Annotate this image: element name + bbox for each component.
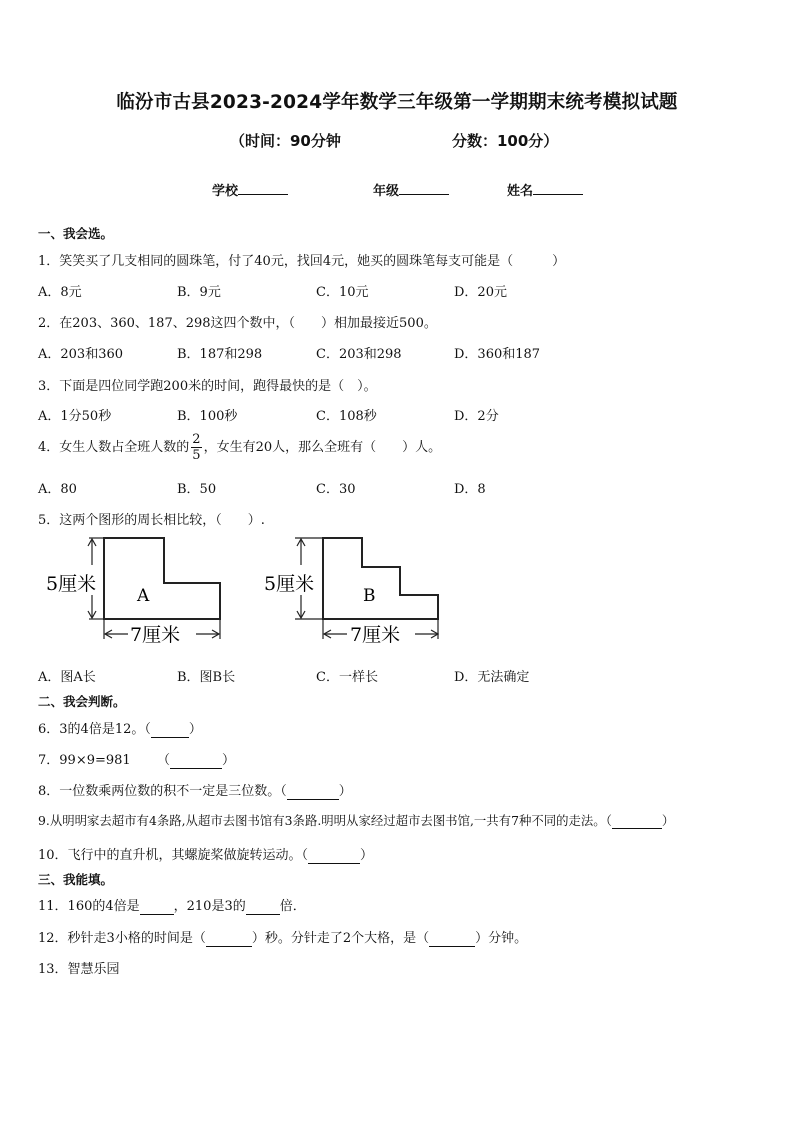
question-7 xyxy=(38,749,131,768)
figure-b xyxy=(264,538,438,646)
question-13: 13．智慧乐园 xyxy=(38,962,120,977)
q1-option-d[interactable]: D．20元 xyxy=(454,285,507,300)
q4-text-before: 4．女生人数占全班人数的 xyxy=(38,440,190,455)
q7-open-paren: （ xyxy=(157,753,171,768)
question-11 xyxy=(38,895,306,915)
question-6 xyxy=(38,718,202,738)
page-title: 临汾市古县2023-2024学年数学三年级第一学期期末统考模拟试题 xyxy=(116,92,678,113)
q3-option-d[interactable]: D．2分 xyxy=(454,409,499,424)
figure-b-letter: B xyxy=(363,586,376,606)
q12-text-b: ）秒。分针走了2个大格，是（ xyxy=(251,931,430,946)
q8-close-paren: ） xyxy=(338,784,352,799)
q5-option-d[interactable]: D．无法确定 xyxy=(454,670,530,685)
q5-option-a[interactable]: A．图A长 xyxy=(38,670,96,685)
q10-close-paren: ） xyxy=(360,848,374,863)
q2-option-b[interactable]: B．187和298 xyxy=(177,347,263,362)
q5-option-c[interactable]: C．一样长 xyxy=(316,670,378,685)
q2-option-c[interactable]: C．203和298 xyxy=(316,347,402,362)
q3-option-b[interactable]: B．100秒 xyxy=(177,409,238,424)
q9-close-paren: ） xyxy=(661,813,675,828)
school-blank[interactable] xyxy=(238,193,288,195)
figure-b-width-label: 7厘米 xyxy=(350,624,401,646)
figure-b-height-label: 5厘米 xyxy=(264,573,315,595)
question-2: 2．在203、360、187、298这四个数中，（ ）相加最接近500。 xyxy=(38,316,437,331)
section-3-title: 三、我能填。 xyxy=(38,872,114,887)
q5-figures xyxy=(40,535,460,653)
q11-text-c: 倍． xyxy=(279,899,306,914)
q9-answer-blank[interactable] xyxy=(612,813,662,829)
q11-blank-2[interactable] xyxy=(246,899,280,915)
figure-a-height-label: 5厘米 xyxy=(46,573,97,595)
question-3: 3．下面是四位同学跑200米的时间，跑得最快的是（ ）。 xyxy=(38,379,377,394)
grade-field[interactable] xyxy=(373,180,449,199)
q7-answer-blank[interactable] xyxy=(170,753,222,769)
q10-answer-blank[interactable] xyxy=(308,848,360,864)
q1-option-b[interactable]: B．9元 xyxy=(177,285,221,300)
q6-answer-blank[interactable] xyxy=(151,722,189,738)
q4-option-a[interactable]: A．80 xyxy=(38,482,77,497)
q12-text-c: ）分钟。 xyxy=(475,931,528,946)
q9-text: 9.从明明家去超市有4条路,从超市去图书馆有3条路.明明从家经过超市去图书馆,一共有7种不同的走法。（ xyxy=(38,813,612,828)
q4-text-after: ，女生有20人，那么全班有（ ）人。 xyxy=(203,440,442,455)
exam-score: 分数：100分） xyxy=(452,132,559,150)
q7-close-paren: ） xyxy=(222,753,236,768)
fraction-numerator: 2 xyxy=(192,432,201,447)
q1-option-a[interactable]: A．8元 xyxy=(38,285,82,300)
name-label: 姓名 xyxy=(507,184,534,199)
section-1-title: 一、我会选。 xyxy=(38,226,114,241)
q12-text-a: 12．秒针走3小格的时间是（ xyxy=(38,931,206,946)
q4-option-c[interactable]: C．30 xyxy=(316,482,356,497)
figure-a-letter: A xyxy=(137,586,150,606)
fraction xyxy=(191,432,201,463)
grade-label: 年级 xyxy=(373,184,400,199)
q1-option-c[interactable]: C．10元 xyxy=(316,285,369,300)
question-9 xyxy=(38,811,674,829)
question-10 xyxy=(38,844,373,864)
q10-text: 10．飞行中的直升机，其螺旋桨做旋转运动。（ xyxy=(38,848,309,863)
q7-text: 7．99×9=981 xyxy=(38,753,131,768)
q5-option-b[interactable]: B．图B长 xyxy=(177,670,236,685)
q6-text: 6．3的4倍是12。（ xyxy=(38,722,151,737)
grade-blank[interactable] xyxy=(399,193,449,195)
figure-a-width-label: 7厘米 xyxy=(130,624,181,646)
question-1: 1．笑笑买了几支相同的圆珠笔，付了40元，找回4元，她买的圆珠笔每支可能是（ ） xyxy=(38,254,566,269)
q12-blank-2[interactable] xyxy=(429,931,475,947)
q4-option-d[interactable]: D．8 xyxy=(454,482,486,497)
section-2-title: 二、我会判断。 xyxy=(38,694,126,709)
q8-answer-blank[interactable] xyxy=(287,784,339,800)
question-4 xyxy=(38,432,441,463)
name-field[interactable] xyxy=(507,180,583,199)
school-label: 学校 xyxy=(212,184,239,199)
question-8 xyxy=(38,780,352,800)
q11-text-b: ，210是3的 xyxy=(173,899,246,914)
name-blank[interactable] xyxy=(533,193,583,195)
question-5: 5．这两个图形的周长相比较，（ ）. xyxy=(38,513,265,528)
q11-blank-1[interactable] xyxy=(140,899,174,915)
q7-answer xyxy=(157,749,235,769)
question-12 xyxy=(38,927,527,947)
exam-time: （时间：90分钟 xyxy=(230,132,341,150)
q11-text-a: 11．160的4倍是 xyxy=(38,899,140,914)
q8-text: 8．一位数乘两位数的积不一定是三位数。（ xyxy=(38,784,287,799)
q12-blank-1[interactable] xyxy=(206,931,252,947)
q6-close-paren: ） xyxy=(188,722,202,737)
q2-option-a[interactable]: A．203和360 xyxy=(38,347,124,362)
figure-a xyxy=(46,538,220,646)
school-field[interactable] xyxy=(212,180,288,199)
q4-option-b[interactable]: B．50 xyxy=(177,482,217,497)
q3-option-a[interactable]: A．1分50秒 xyxy=(38,409,112,424)
q3-option-c[interactable]: C．108秒 xyxy=(316,409,377,424)
fraction-denominator: 5 xyxy=(192,448,201,463)
q2-option-d[interactable]: D．360和187 xyxy=(454,347,541,362)
